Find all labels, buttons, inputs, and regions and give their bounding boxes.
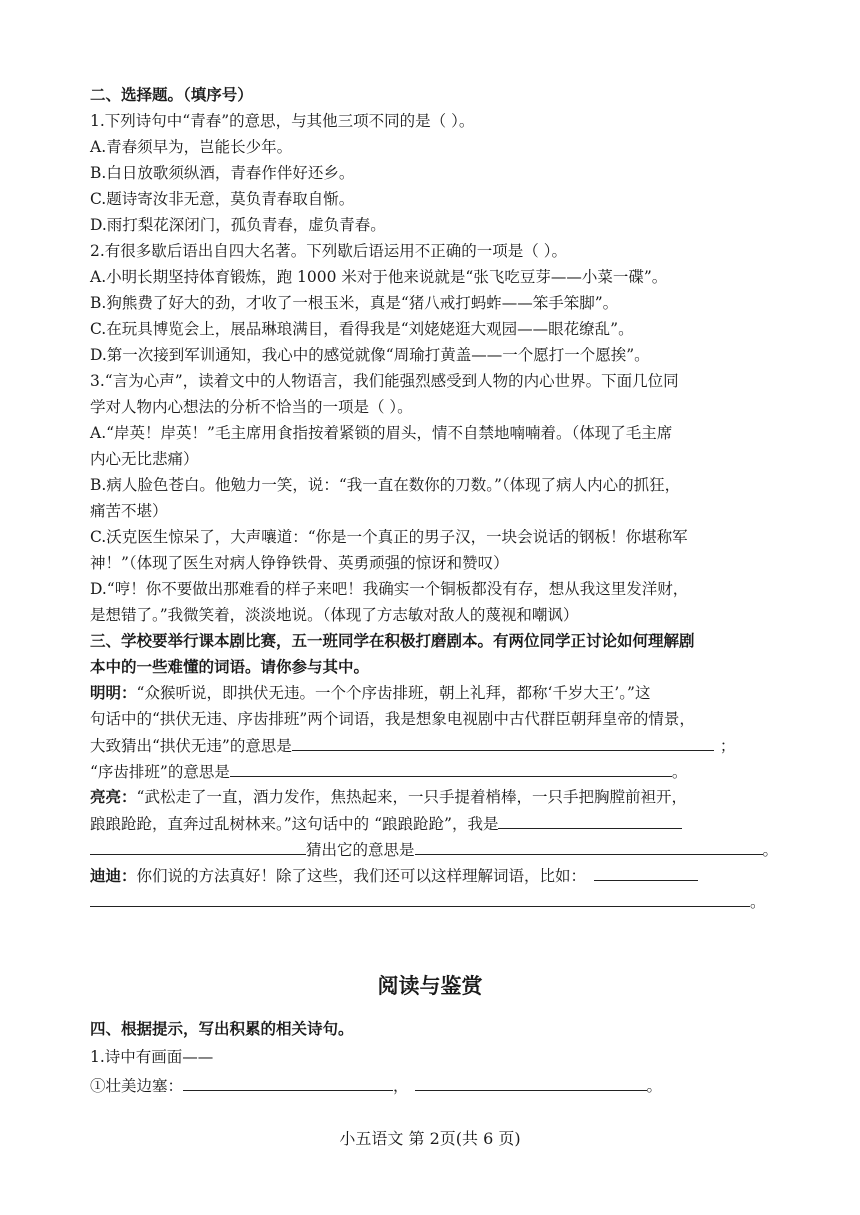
period: 。 — [646, 1077, 663, 1095]
mingming-line1 — [90, 682, 650, 704]
answer-blank-method-cont[interactable] — [90, 838, 306, 855]
q3-stem-line2: 学对人物内心想法的分析不恰当的一项是（ ）。 — [90, 398, 413, 416]
q3-option-b-line2: 痛苦不堪） — [90, 502, 168, 520]
item-label-frontier: ①壮美边塞： — [90, 1077, 184, 1095]
section2-heading: 二、选择题。（填序号） — [90, 85, 253, 104]
speaker-didi: 迪迪： — [90, 866, 137, 885]
liangliang-quote: “武松走了一直，酒力发作，焦热起来，一只手提着梢棒，一只手把胸膛前袒开， — [136, 788, 687, 806]
q2-stem: 2.有很多歇后语出自四大名著。下列歇后语运用不正确的一项是（ ）。 — [90, 242, 567, 260]
liangliang-line2 — [90, 812, 682, 835]
section4-heading: 四、根据提示，写出积累的相关诗句。 — [90, 1019, 354, 1038]
liangliang-line1 — [90, 786, 687, 808]
answer-blank-xuchi[interactable] — [230, 760, 672, 777]
page-footer: 小五语文 第 2页(共 6 页) — [339, 1129, 521, 1148]
mingming-quote: “众猴听说，即拱伏无违。一个个序齿排班，朝上礼拜，都称‘千岁大王’。”这 — [136, 684, 651, 702]
q2-option-d: D.第一次接到军训通知，我心中的感觉就像“周瑜打黄盖——一个愿打一个愿挨”。 — [90, 346, 650, 364]
speaker-liangliang: 亮亮： — [90, 787, 137, 806]
mingming-prompt-2: “序齿排班”的意思是 — [90, 763, 230, 781]
answer-blank-method[interactable] — [498, 812, 682, 829]
didi-text: 你们说的方法真好！除了这些，我们还可以这样理解词语，比如： — [136, 867, 587, 885]
reading-section-title: 阅读与鉴赏 — [377, 974, 483, 998]
q2-option-a: A.小明长期坚持体育锻炼，跑 1000 米对于他来说就是“张飞吃豆芽——小菜一碟”。 — [90, 268, 668, 286]
section3-heading-line1: 三、学校要举行课本剧比赛，五一班同学在积极打磨剧本。有两位同学正讨论如何理解剧 — [90, 631, 695, 650]
answer-blank-meaning[interactable] — [415, 838, 763, 855]
mingming-line4 — [90, 760, 687, 783]
q1-stem: 1.下列诗句中“青春”的意思，与其他三项不同的是（ ）。 — [90, 112, 475, 130]
speaker-mingming: 明明： — [90, 683, 137, 702]
q1-option-b: B.白日放歌须纵酒，青春作伴好还乡。 — [90, 164, 355, 182]
answer-blank-poem-2[interactable] — [415, 1074, 647, 1091]
q3-option-c-line1: C.沃克医生惊呆了，大声嚷道：“你是一个真正的男子汉，一块会说话的钢板！你堪称军 — [90, 528, 688, 546]
section4-item1-1 — [90, 1074, 662, 1097]
didi-line1 — [90, 864, 698, 887]
q1-option-c: C.题诗寄汝非无意，莫负青春取自惭。 — [90, 190, 355, 208]
liangliang-prompt: 踉踉跄跄，直奔过乱树林来。”这句话中的 “踉踉跄跄”，我是 — [90, 815, 499, 833]
q3-option-b-line1: B.病人脸色苍白。他勉力一笑，说：“我一直在数你的刀数。”（体现了病人内心的抓狂， — [90, 476, 681, 494]
liangliang-line3 — [90, 838, 778, 861]
period: 。 — [671, 763, 688, 781]
answer-blank-poem-1[interactable] — [183, 1074, 393, 1091]
mingming-prompt-1: 大致猜出“拱伏无违”的意思是 — [90, 737, 292, 755]
q3-option-d-line1: D.“哼！你不要做出那难看的样子来吧！我确实一个铜板都没有存，想从我这里发洋财， — [90, 580, 689, 598]
q3-option-a-line1: A.“岸英！岸英！”毛主席用食指按着紧锁的眉头，情不自禁地喃喃着。（体现了毛主席 — [90, 424, 673, 442]
answer-blank-example[interactable] — [594, 864, 698, 881]
liangliang-prompt-2: 猜出它的意思是 — [306, 841, 415, 859]
mingming-line2: 句话中的“拱伏无违、序齿排班”两个词语，我是想象电视剧中古代群臣朝拜皇帝的情景， — [90, 710, 695, 728]
q3-option-d-line2: 是想错了。”我微笑着，淡淡地说。（体现了方志敏对敌人的蔑视和嘲讽） — [90, 606, 579, 624]
comma: ， — [393, 1077, 409, 1095]
semicolon: ； — [719, 737, 736, 755]
answer-blank-example-cont[interactable] — [90, 890, 750, 907]
q2-option-b: B.狗熊费了好大的劲，才收了一根玉米，真是“猪八戒打蚂蚱——笨手笨脚”。 — [90, 294, 619, 312]
q1-option-d: D.雨打梨花深闭门，孤负青春，虚负青春。 — [90, 216, 386, 234]
mingming-line3 — [90, 734, 735, 757]
didi-line2 — [90, 890, 766, 913]
q3-option-a-line2: 内心无比悲痛） — [90, 450, 199, 468]
answer-blank-gongfu[interactable] — [292, 734, 714, 751]
q1-option-a: A.青春须早为，岂能长少年。 — [90, 138, 293, 156]
q2-option-c: C.在玩具博览会上，展品琳琅满目，看得我是“刘姥姥逛大观园——眼花缭乱”。 — [90, 320, 634, 338]
period: 。 — [750, 893, 766, 911]
section3-heading-line2: 本中的一些难懂的词语。请你参与其中。 — [90, 657, 370, 676]
q3-stem-line1: 3.“言为心声”，读着文中的人物语言，我们能强烈感受到人物的内心世界。下面几位同 — [90, 372, 679, 390]
section4-item1: 1.诗中有画面—— — [90, 1048, 214, 1066]
q3-option-c-line2: 神！”（体现了医生对病人铮铮铁骨、英勇顽强的惊讶和赞叹） — [90, 554, 509, 572]
period: 。 — [762, 841, 779, 859]
